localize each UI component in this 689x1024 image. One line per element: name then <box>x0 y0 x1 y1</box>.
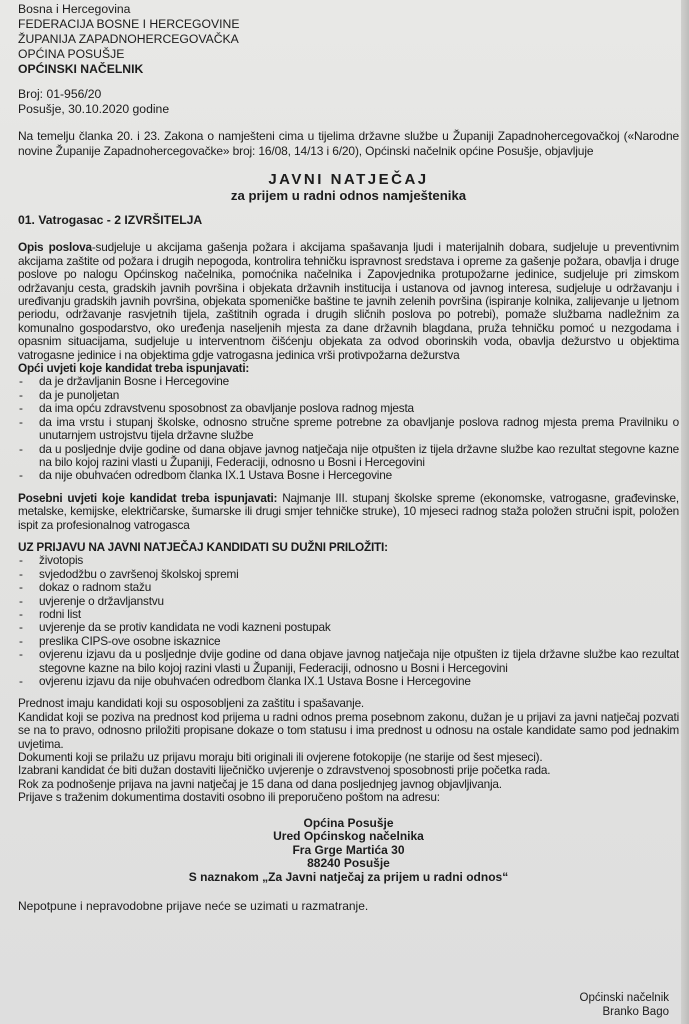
special-conditions-label: Posebni uvjeti koje kandidat treba ispunjavati: <box>18 490 278 505</box>
notice-subtitle: za prijem u radni odnos namještenika <box>230 188 467 204</box>
special-conditions-text: Najmanje III. stupanj školske spreme (ekonomske, vatrogasne, građevinske, metalske, kemijske, električarske, šumarske ili drugi smjer tehničke struke), 10 mjeseci radnog staža položen stručni ispit, položen ispit za profesionalnog vatrogasca <box>18 490 679 532</box>
job-description-text: -sudjeluje u akcijama gašenja požara i akcijama spašavanja ljudi i materijalnih dobara, sudjeluje u preventivnim akcijama zaštite od požara i drugih nepogoda, kontrolira tehničku ispravnost sredstava i opreme za gašenje požara, obavlja i druge poslove po nalogu Općinskog načelnika, pomoćnika načelnika i Zapovjednika protupožarne jedinice, sudjeluje pri zimskom održavanju cesta, gradskih javnih površina i objekata državnih institucija i ustanova od javnog interesa, sudjeluje u održavanju i uređivanju gradskih javnih površina, objekata spomeničke baštine te javnih zelenih površina (ispiranje kolnika, zalijevanje u ljetnom periodu, održavanje rasvjetnih tijela, zaštitnih ograda i drugih sličnih poslova po potrebi), pomaže službama nadležnim za komunalno gospodarstvo, oko uređenja naseljenih mjesta za dane državnih blagdana, pruža tehničku pomoć u nezgodama i opasnim situacijama, sudjeluje u interventnom čišćenju objekata za odvod oborinskih voda, obavlja dežurstvo u objektima vatrogasne jedinice i na objektima gdje vatrogasna jedinica vrši protivpožarna dežurstva <box>18 240 679 362</box>
address-line: 88240 Posušje <box>307 856 390 871</box>
list-item: - da nije obuhvaćen odredbom članka IX.1 Ustava Bosne i Hercegovine <box>18 469 679 482</box>
note-deadline: Rok za podnošenje prijava na javni natječaj je 15 dana od dana posljednjeg javnog objavljivanja. <box>18 776 502 791</box>
list-item: - da u posljednje dvije godine od dana objave javnog natječaja nije otpušten iz tijela državne službe kao rezultat stegovne kazne na bilo kojoj razini vlasti u Županiji, Federaciji, odnosno u Bosni i Hercegovini <box>18 443 679 470</box>
job-description <box>18 241 679 362</box>
header-federation: FEDERACIJA BOSNE I HERCEGOVINE <box>18 17 240 31</box>
job-description-label: Opis poslova <box>18 240 92 255</box>
list-item: - preslika CIPS-ove osobne iskaznice <box>18 635 679 648</box>
list-item: - da ima opću zdravstvenu sposobnost za obavljanje poslova radnog mjesta <box>18 402 679 415</box>
general-conditions <box>18 362 679 483</box>
header-canton: ŽUPANIJA ZAPADNOHERCEGOVAČKA <box>18 32 239 46</box>
list-item: - uvjerenje da se protiv kandidata ne vodi kazneni postupak <box>18 621 679 634</box>
notes-block <box>18 697 679 804</box>
page-edge <box>681 0 689 1024</box>
general-conditions-list <box>18 375 679 482</box>
title-block <box>18 171 679 204</box>
list-item: - ovjerenu izjavu da nije obuhvaćen odredbom članka IX.1 Ustava Bosne i Hercegovine <box>18 675 679 688</box>
signature-title: Općinski načelnik <box>579 992 669 1004</box>
signature-block <box>580 992 669 1019</box>
note-special-law: Kandidat koji se poziva na prednost kod prijema u radni odnos prema posebnom zakonu, dužan je u prijavi za javni natječaj pozvati se na to pravo, odnosno priložiti propisane dokaze o tom statusu i ima prednost u odnosu na ostale kandidate samo pod jednakim uvjetima. <box>18 709 679 751</box>
address-remark: S naznakom „Za Javni natječaj za prijem u radni odnos“ <box>188 870 509 885</box>
list-item: - svjedodžbu o završenoj školskoj spremi <box>18 568 679 581</box>
list-item: - da je punoljetan <box>18 389 679 402</box>
intro-paragraph: Na temelju članka 20. i 23. Zakona o namješteni cima u tijelima državne službe u Županiji Zapadnohercegovačkoj («Narodne novine Županije Zapadnohercegovačke» broj: 16/08, 14/13 i 6/20), Općinski načelnik općine Posušje, objavljuje <box>18 129 679 159</box>
list-item: - ovjerenu izjavu da u posljednje dvije godine od dana objave javnog natječaja nije otpušten iz tijela državne službe kao rezultat stegovne kazne na bilo kojoj razini vlasti u Županiji, Federaciji, odnosno u Bosni i Hercegovini <box>18 648 679 675</box>
required-documents <box>18 541 679 688</box>
list-item: - da ima vrstu i stupanj školske, odnosno stručne spreme potrebne za obavljanje poslova radnog mjesta prema Pravilniku o unutarnjem ustrojstvu tijela državne službe <box>18 416 679 443</box>
address-line: Općina Posušje <box>303 815 394 830</box>
reference-block <box>18 87 679 117</box>
special-conditions <box>18 492 679 532</box>
note-originals: Dokumenti koji se prilažu uz prijavu moraju biti originali ili ovjerene fotokopije (ne starije od šest mjeseci). <box>18 750 543 765</box>
required-documents-list <box>18 554 679 688</box>
list-item: - životopis <box>18 554 679 567</box>
general-conditions-heading: Opći uvjeti koje kandidat treba ispunjavati: <box>18 361 250 376</box>
signature-name: Branko Bago <box>602 1005 669 1018</box>
list-item: - da je državljanin Bosne i Hercegovine <box>18 375 679 388</box>
list-item: - rodni list <box>18 608 679 621</box>
list-item: - dokaz o radnom stažu <box>18 581 679 594</box>
note-priority: Prednost imaju kandidati koji su osposobljeni za zaštitu i spašavanje. <box>18 696 365 711</box>
closing-statement: Nepotpune i nepravodobne prijave neće se uzimati u razmatranje. <box>18 898 369 913</box>
header-municipality: OPĆINA POSUŠJE <box>18 47 125 61</box>
header-country: Bosna i Hercegovina <box>18 2 131 16</box>
mailing-address <box>18 817 679 885</box>
list-item: - uvjerenje o državljanstvu <box>18 595 679 608</box>
note-delivery: Prijave s traženim dokumentima dostaviti osobno ili preporučeno poštom na adresu: <box>18 790 440 805</box>
note-medical: Izabrani kandidat će biti dužan dostaviti liječničko uvjerenje o zdravstvenoj sposobnosti prije početka rada. <box>18 763 551 778</box>
issuer-header <box>18 2 679 77</box>
required-documents-heading: UZ PRIJAVU NA JAVNI NATJEČAJ KANDIDATI SU DUŽNI PRILOŽITI: <box>18 539 388 554</box>
address-line: Ured Općinskog načelnika <box>273 829 424 844</box>
header-mayor: OPĆINSKI NAČELNIK <box>18 62 144 76</box>
reference-date: Posušje, 30.10.2020 godine <box>18 102 170 116</box>
reference-number: Broj: 01-956/20 <box>18 87 102 101</box>
address-line: Fra Grge Martića 30 <box>292 842 405 857</box>
notice-title: JAVNI NATJEČAJ <box>268 171 429 189</box>
position-heading: 01. Vatrogasac - 2 IZVRŠITELJA <box>18 213 203 228</box>
